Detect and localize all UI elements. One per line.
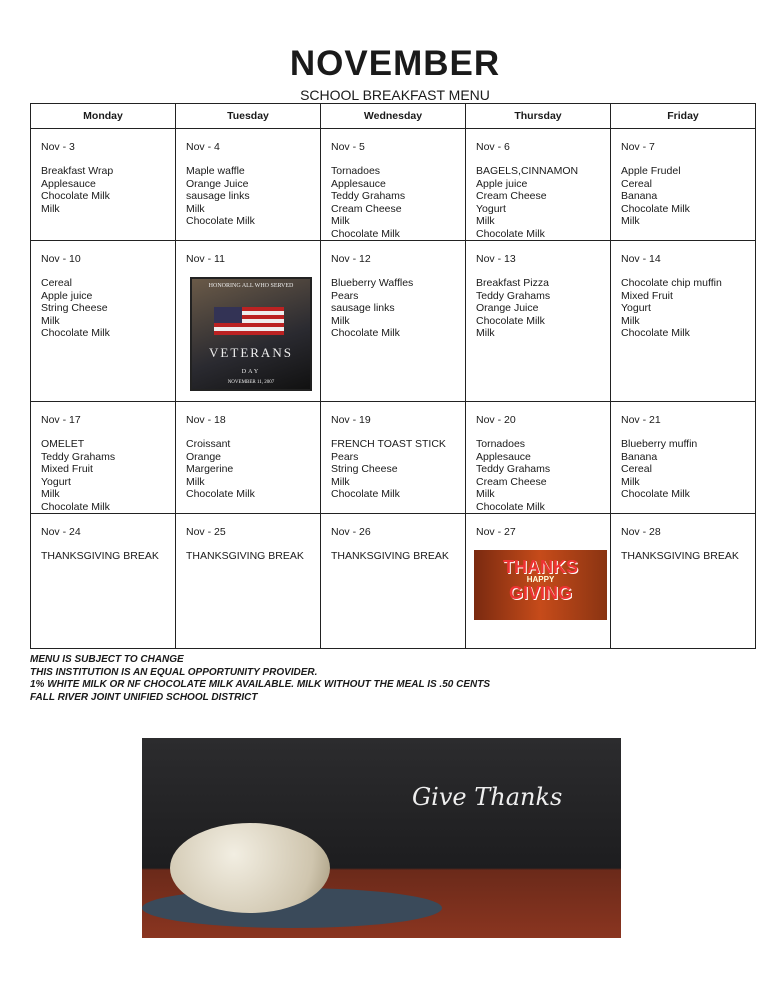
day-date: Nov - 12: [331, 253, 371, 265]
menu-item: sausage links: [186, 190, 250, 202]
day-cell: [466, 129, 611, 241]
menu-item: Chocolate Milk: [331, 488, 400, 500]
week-row: [31, 402, 756, 514]
give-thanks-photo: [142, 738, 621, 938]
menu-item: Chocolate Milk: [476, 500, 545, 513]
menu-item: Chocolate Milk: [41, 327, 110, 339]
day-date: Nov - 18: [186, 414, 226, 426]
day-cell: [31, 514, 176, 649]
day-cell: [466, 241, 611, 402]
day-cell: [31, 402, 176, 514]
menu-item: Milk: [186, 475, 205, 488]
menu-item: Croissant: [186, 438, 231, 450]
day-cell: [31, 241, 176, 402]
day-cell: [176, 402, 321, 514]
menu-item: Milk: [476, 327, 495, 339]
day-cell: [176, 129, 321, 241]
day-date: Nov - 3: [41, 141, 75, 153]
menu-item: Orange Juice: [476, 302, 539, 314]
note: FALL RIVER JOINT UNIFIED SCHOOL DISTRICT: [30, 691, 258, 703]
menu-item: Chocolate Milk: [476, 314, 545, 327]
day-cell: [611, 129, 756, 241]
menu-item: Orange: [186, 450, 222, 463]
menu-item: FRENCH TOAST STICK: [331, 438, 446, 450]
menu-item: Milk: [621, 475, 640, 488]
pumpkin-image: [170, 823, 330, 913]
day-date: Nov - 4: [186, 141, 220, 153]
day-date: Nov - 13: [476, 253, 516, 265]
weekday-header: Monday: [31, 104, 176, 129]
menu-item: Pears: [331, 289, 359, 302]
menu-item: Blueberry muffin: [621, 438, 698, 450]
weekday-header-row: [31, 104, 756, 129]
menu-item: Breakfast Wrap: [41, 165, 114, 177]
menu-item: Milk: [621, 215, 640, 227]
menu-item: Applesauce: [476, 450, 531, 463]
menu-item: Mixed Fruit: [621, 289, 673, 302]
menu-item: Apple Frudel: [621, 165, 681, 177]
menu-item: Maple waffle: [186, 165, 245, 177]
day-cell: [176, 514, 321, 649]
note: THIS INSTITUTION IS AN EQUAL OPPORTUNITY PROVIDER.: [30, 666, 318, 678]
page-subtitle: SCHOOL BREAKFAST MENU: [300, 87, 490, 103]
menu-item: Milk: [331, 215, 350, 227]
weekday-header: Wednesday: [321, 104, 466, 129]
menu-item: Chocolate Milk: [186, 488, 255, 500]
day-cell: [466, 402, 611, 514]
menu-item: Chocolate chip muffin: [621, 277, 722, 289]
menu-item: Teddy Grahams: [331, 190, 406, 202]
weekday-header: Thursday: [466, 104, 611, 129]
menu-item: THANKSGIVING BREAK: [331, 550, 449, 562]
menu-item: Chocolate Milk: [41, 500, 110, 513]
menu-item: Teddy Grahams: [41, 450, 116, 463]
menu-item: Chocolate Milk: [621, 327, 690, 339]
menu-item: String Cheese: [41, 302, 108, 314]
day-cell: [321, 241, 466, 402]
day-date: Nov - 26: [331, 526, 371, 538]
menu-item: Chocolate Milk: [621, 488, 690, 500]
menu-item: Cream Cheese: [331, 202, 402, 215]
menu-item: Milk: [41, 202, 60, 215]
day-date: Nov - 21: [621, 414, 661, 426]
page-title: NOVEMBER: [289, 44, 501, 83]
menu-item: Cereal: [621, 463, 652, 475]
day-date: Nov - 27: [476, 526, 516, 538]
menu-item: THANKSGIVING BREAK: [621, 550, 739, 562]
menu-item: Cream Cheese: [476, 475, 547, 488]
menu-item: Chocolate Milk: [186, 215, 255, 227]
day-date: Nov - 6: [476, 141, 510, 153]
menu-item: Yogurt: [621, 302, 651, 314]
menu-item: Cream Cheese: [476, 190, 547, 202]
menu-item: OMELET: [41, 438, 85, 450]
menu-item: Chocolate Milk: [621, 202, 690, 215]
day-cell: [611, 402, 756, 514]
day-date: Nov - 24: [41, 526, 81, 538]
menu-item: Applesauce: [331, 177, 386, 190]
menu-item: THANKSGIVING BREAK: [186, 550, 304, 562]
menu-item: Cereal: [621, 177, 652, 190]
flag-icon: [214, 307, 284, 335]
menu-item: Blueberry Waffles: [331, 277, 414, 289]
veterans-day-image: [190, 277, 312, 391]
weekday-header: Tuesday: [176, 104, 321, 129]
menu-item: Chocolate Milk: [41, 190, 110, 202]
day-date: Nov - 17: [41, 414, 81, 426]
day-date: Nov - 10: [41, 253, 81, 265]
day-cell: [321, 402, 466, 514]
day-cell: [176, 241, 321, 402]
weekday-header: Friday: [611, 104, 756, 129]
menu-item: Margerine: [186, 463, 234, 475]
menu-item: Orange Juice: [186, 177, 249, 190]
menu-item: Tornadoes: [331, 165, 381, 177]
menu-item: Chocolate Milk: [331, 327, 400, 339]
note: MENU IS SUBJECT TO CHANGE: [30, 654, 184, 665]
menu-item: Banana: [621, 190, 658, 202]
day-date: Nov - 5: [331, 141, 365, 153]
menu-item: Breakfast Pizza: [476, 277, 549, 289]
menu-item: THANKSGIVING BREAK: [41, 550, 159, 562]
menu-item: Chocolate Milk: [331, 227, 400, 240]
menu-item: BAGELS,CINNAMON: [476, 165, 579, 177]
image-text: NOVEMBER 11, 2007: [227, 380, 275, 385]
menu-item: Tornadoes: [476, 438, 526, 450]
menu-item: Mixed Fruit: [41, 463, 93, 475]
menu-item: Apple juice: [476, 177, 528, 190]
menu-calendar: [30, 103, 756, 649]
menu-item: Milk: [331, 475, 350, 488]
menu-item: Yogurt: [41, 475, 71, 488]
menu-item: Chocolate Milk: [476, 227, 545, 240]
day-cell: [611, 514, 756, 649]
day-cell: [321, 514, 466, 649]
menu-item: Pears: [331, 450, 359, 463]
image-text: VETERANS DAY: [209, 345, 293, 375]
note: 1% WHITE MILK OR NF CHOCOLATE MILK AVAILABLE. MILK WITHOUT THE MEAL IS .50 CENTS: [30, 679, 490, 690]
day-date: Nov - 28: [621, 526, 661, 538]
image-text: HONORING ALL WHO SERVED: [208, 283, 294, 289]
menu-item: Milk: [621, 314, 640, 327]
photo-caption: Give Thanks: [412, 783, 563, 811]
thanksgiving-image: THANKS HAPPY GIVING: [474, 550, 607, 620]
day-cell: [321, 129, 466, 241]
menu-item: Applesauce: [41, 177, 96, 190]
menu-item: Milk: [331, 314, 350, 327]
week-row: [31, 514, 756, 649]
menu-item: Milk: [476, 215, 495, 227]
menu-item: Banana: [621, 450, 658, 463]
day-date: Nov - 14: [621, 253, 661, 265]
day-date: Nov - 25: [186, 526, 226, 538]
menu-item: Milk: [476, 488, 495, 500]
day-date: Nov - 11: [186, 253, 225, 265]
menu-item: sausage links: [331, 302, 395, 314]
menu-item: Milk: [41, 488, 60, 500]
day-cell: [611, 241, 756, 402]
day-cell: [31, 129, 176, 241]
day-cell: [466, 514, 611, 649]
day-date: Nov - 7: [621, 141, 655, 153]
menu-item: Milk: [41, 314, 60, 327]
menu-item: Apple juice: [41, 289, 93, 302]
week-row: [31, 241, 756, 402]
menu-item: Yogurt: [476, 202, 506, 215]
menu-item: Cereal: [41, 277, 72, 289]
menu-item: Milk: [186, 202, 205, 215]
menu-item: String Cheese: [331, 463, 398, 475]
menu-item: Teddy Grahams: [476, 463, 551, 475]
day-date: Nov - 20: [476, 414, 516, 426]
menu-item: Teddy Grahams: [476, 289, 551, 302]
day-date: Nov - 19: [331, 414, 371, 426]
menu-notes: [30, 654, 490, 704]
week-row: [31, 129, 756, 241]
